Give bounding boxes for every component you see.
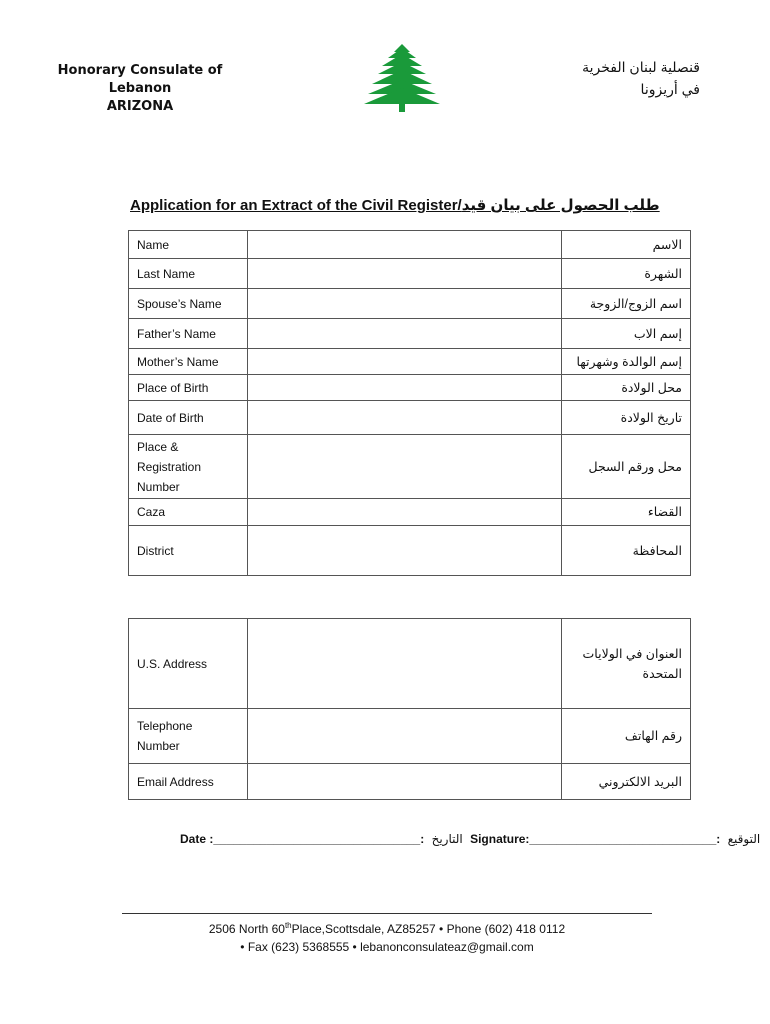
signature-label-ar: التوقيع [727,832,761,846]
date-signature-line [180,832,761,846]
table-row [129,619,691,709]
consulate-name-english [30,62,250,116]
field-label: Name [129,231,248,259]
field-label-ar: اسم الزوج/الزوجة [562,289,691,319]
field-label-ar: إسم الاب [562,319,691,349]
footer-address-sup: th [284,921,292,930]
field-label-line: Registration [137,459,202,474]
field-label-ar: المحافظة [562,526,691,576]
form-title-en: Application for an Extract of the Civil Register/ [130,197,462,214]
footer-address [122,917,652,938]
mother-name-input[interactable] [248,349,562,375]
registration-number-input[interactable] [248,435,562,499]
field-label: Place of Birth [129,375,248,401]
date-label-ar: التاريخ [431,832,463,846]
table-row [129,289,691,319]
table-row [129,435,691,499]
field-label-line: Number [137,739,180,753]
field-label-ar-line: العنوان في الولايات [582,646,682,661]
consulate-name-ar-line1: قنصلية لبنان الفخرية [582,59,700,75]
spouse-name-input[interactable] [248,289,562,319]
date-label[interactable]: Date :_______________________________: [180,832,425,846]
field-label-ar: تاريخ الولادة [562,401,691,435]
field-label-ar: محل الولادة [562,375,691,401]
footer [122,917,652,956]
field-label: Date of Birth [129,401,248,435]
field-label-ar: القضاء [562,499,691,526]
telephone-input[interactable] [248,709,562,764]
table-row [129,401,691,435]
field-label-line: Number [137,479,180,494]
table-row [129,319,691,349]
field-label: Father’s Name [129,319,248,349]
field-label: Spouse’s Name [129,289,248,319]
form-title [130,196,660,214]
table-row [129,349,691,375]
consulate-name-en-line2: ARIZONA [106,99,174,114]
table-row [129,526,691,576]
field-label: District [129,526,248,576]
name-input[interactable] [248,231,562,259]
table-row [129,764,691,800]
email-input[interactable] [248,764,562,800]
footer-divider [122,913,652,914]
last-name-input[interactable] [248,259,562,289]
consulate-name-en-line1: Honorary Consulate of Lebanon [57,63,223,96]
footer-address-start: 2506 North 60 [208,922,285,936]
field-label: U.S. Address [129,619,248,709]
field-label [129,709,248,764]
lebanese-cedar-icon [364,42,440,114]
table-row [129,375,691,401]
date-of-birth-input[interactable] [248,401,562,435]
consulate-name-arabic [500,56,700,100]
contact-table [128,618,691,800]
us-address-input[interactable] [248,619,562,709]
field-label-line: Telephone [137,719,193,733]
field-label: Email Address [129,764,248,800]
civil-register-table [128,230,691,576]
field-label: Mother’s Name [129,349,248,375]
caza-input[interactable] [248,499,562,526]
field-label: Caza [129,499,248,526]
father-name-input[interactable] [248,319,562,349]
footer-contact: • Fax (623) 5368555 • lebanonconsulateaz@gmail.com [240,940,534,954]
table-row [129,259,691,289]
table-row [129,709,691,764]
field-label-ar [562,619,691,709]
field-label-ar: محل ورقم السجل [562,435,691,499]
field-label-ar: البريد الالكتروني [562,764,691,800]
field-label [129,435,248,499]
signature-label[interactable]: Signature:____________________________: [470,832,721,846]
field-label-ar: الاسم [562,231,691,259]
consulate-name-ar-line2: في أريزونا [640,81,700,97]
field-label-ar: الشهرة [562,259,691,289]
table-row [129,231,691,259]
field-label: Last Name [129,259,248,289]
field-label-ar-line: المتحدة [642,666,682,681]
form-title-ar: طلب الحصول على بيان قيد [461,197,660,214]
field-label-ar: إسم الوالدة وشهرتها [562,349,691,375]
field-label-ar: رقم الهاتف [562,709,691,764]
place-of-birth-input[interactable] [248,375,562,401]
district-input[interactable] [248,526,562,576]
field-label-line: Place & [137,439,179,454]
footer-address-end: Place,Scottsdale, AZ85257 • Phone (602) 418 0112 [291,922,566,936]
table-row [129,499,691,526]
